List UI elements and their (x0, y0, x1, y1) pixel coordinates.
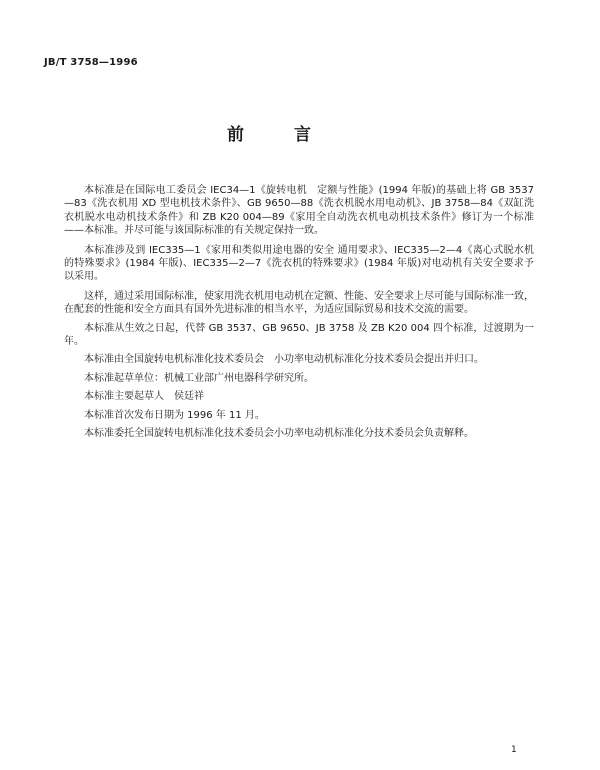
paragraph-basis: 本标准是在国际电工委员会 IEC34—1《旋转电机 定额与性能》(1994 年版)的基础上将 GB 3537—83《洗衣机用 XD 型电机技术条件》、GB 9650—88《洗衣机脱水用电动机》、JB 3758—84《双缸洗衣机脱水电动机技术条件》和 ZB K20 004—89《家用全自动洗衣机电动机技术条件》修订为一个标准——本标准。并尽可能与该国际标准的有关规定保持一致。 (64, 185, 534, 237)
foreword-body (64, 184, 534, 446)
paragraph-safety: 本标准涉及到 IEC335—1《家用和类似用途电器的安全 通用要求》、IEC335—2—4《离心式脱水机的特殊要求》(1984 年版)、IEC335—2—7《洗衣机的特殊要求》(1984 年版)对电动机有关安全要求予以采用。 (64, 244, 534, 283)
paragraph-drafter: 本标准主要起草人 侯廷祥 (84, 391, 204, 403)
page-title: 前 言 (227, 125, 333, 145)
paragraph-interpretation: 本标准委托全国旋转电机标准化技术委员会小功率电动机标准化分技术委员会负责解释。 (84, 428, 474, 440)
paragraph-first-release: 本标准首次发布日期为 1996 年 11 月。 (84, 409, 265, 421)
paragraph-drafting-unit: 本标准起草单位：机械工业部广州电器科学研究所。 (84, 372, 314, 384)
paragraph-proposer: 本标准由全国旋转电机标准化技术委员会 小功率电动机标准化分技术委员会提出并归口。 (84, 354, 484, 366)
paragraph-purpose: 这样，通过采用国际标准，使家用洗衣机用电动机在定额、性能、安全要求上尽可能与国际标准一致，在配套的性能和安全方面具有国外先进标准的相当水平，为适应国际贸易和技术交流的需要。 (64, 290, 534, 316)
paragraph-effective: 本标准从生效之日起，代替 GB 3537、GB 9650、JB 3758 及 ZB K20 004 四个标准，过渡期为一年。 (64, 322, 534, 348)
standard-code: JB/T 3758—1996 (44, 57, 138, 68)
page-number: 1 (511, 745, 517, 755)
